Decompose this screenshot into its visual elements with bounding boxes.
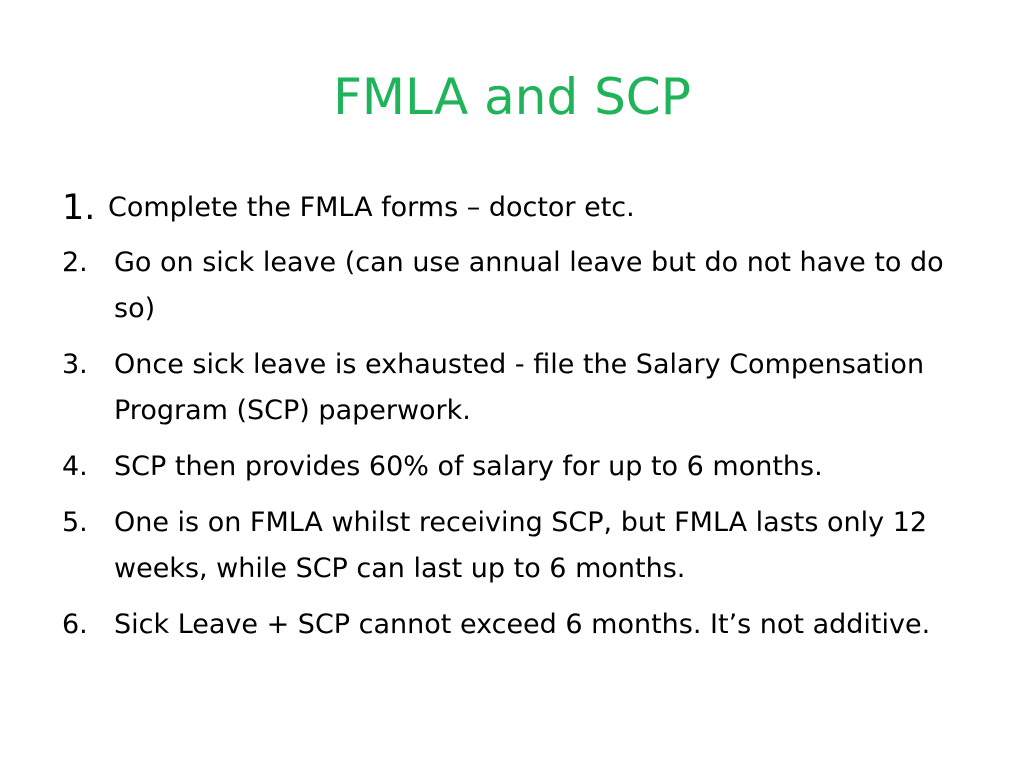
- list-item-number: 3.: [62, 349, 88, 380]
- list-item-text: Once sick leave is exhausted - file the Salary Compensation Program (SCP) paperwork.: [114, 349, 925, 426]
- list-item-number: 4.: [62, 451, 88, 482]
- list-item: [62, 180, 982, 236]
- list-item: [62, 500, 982, 592]
- list-item-text: Complete the FMLA forms – doctor etc.: [108, 192, 635, 223]
- list-item-text: One is on FMLA whilst receiving SCP, but FMLA lasts only 12 weeks, while SCP can last up to 6 months.: [114, 507, 928, 584]
- list-item-text: Go on sick leave (can use annual leave but do not have to do so): [114, 247, 944, 324]
- list-item: [62, 240, 982, 332]
- list-item: [62, 602, 982, 648]
- list-item: [62, 342, 982, 434]
- list-item-text: Sick Leave + SCP cannot exceed 6 months. It’s not additive.: [114, 609, 931, 640]
- list-item-number: 2.: [62, 247, 88, 278]
- list-item: [62, 444, 982, 490]
- list-item-number: 1.: [62, 188, 96, 228]
- list-item-text: SCP then provides 60% of salary for up to 6 months.: [114, 451, 823, 482]
- list-item-number: 5.: [62, 507, 88, 538]
- numbered-list: [62, 180, 982, 658]
- slide-title: FMLA and SCP: [333, 68, 691, 126]
- list-item-number: 6.: [62, 609, 88, 640]
